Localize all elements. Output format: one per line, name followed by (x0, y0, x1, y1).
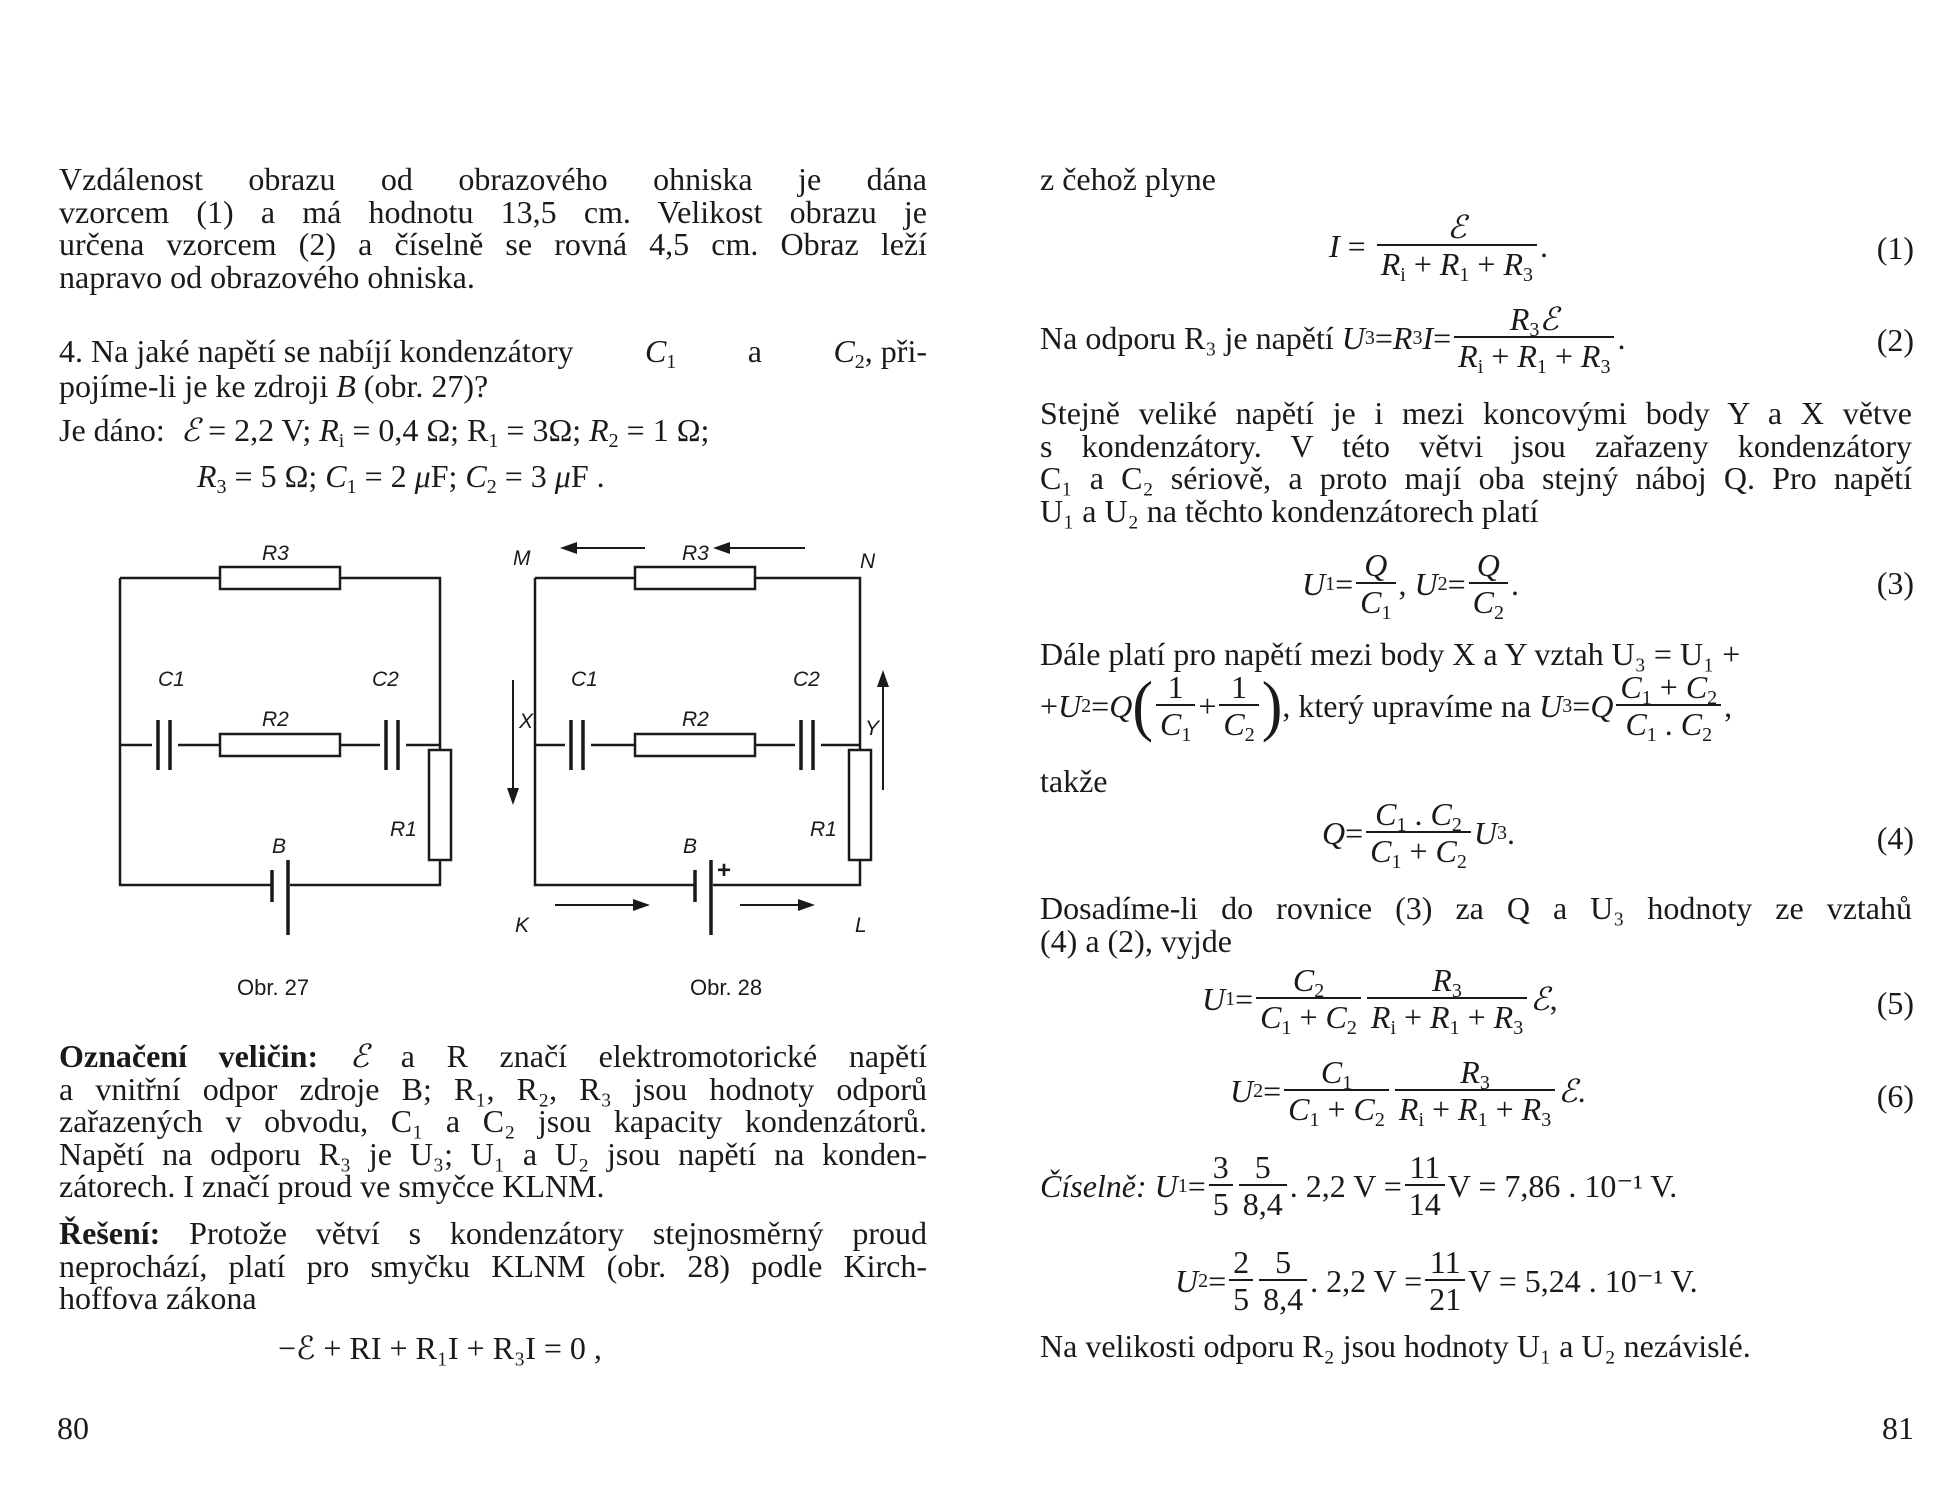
fig28-label-y: Y (865, 717, 880, 740)
equation-4-number: (4) (1876, 820, 1914, 856)
conclusion-text: Na velikosti odporu R₂ jsou hodnoty U₁ a U₂ nezávislé. (1040, 1328, 1751, 1364)
fig27-label-r3: R3 (262, 542, 289, 565)
fig28-label-m: M (513, 547, 531, 570)
fig28-label-r2: R2 (682, 708, 709, 731)
given-line-1: Je dáno: ℰ = 2,2 V; $R_i = 0,4$ Ω; $R_1 = 3\Omega$; $R_2 = 1$ Ω; (59, 412, 710, 452)
intro-paragraph (59, 163, 927, 293)
eq2-lead: Na odporu R₃ je napětí (1040, 319, 1334, 356)
notation-paragraph: Označení veličin: ℰ a R značí elektromotorické napětí a vnitřní odpor zdroje B; R₁, R₂, R₃ jsou hodnoty odporů zařazených v obvodu, C₁ a C₂ jsou kapacity kondenzátorů. Napětí na odporu R₃ je U₃; U₁ a U₂ jsou napětí na konden- zátorech. I značí proud ve smyčce KLNM. (59, 1038, 928, 1204)
loop-equation: −ℰ + RI + R₁I + R₃I = 0 , (278, 1330, 602, 1366)
solution-paragraph (59, 1217, 927, 1315)
problem-text-1: Na jaké napětí se nabíjí kondenzátory (91, 333, 574, 369)
notation-line-5: zátorech. I značí proud ve smyčce KLNM. (59, 1168, 605, 1204)
fig28-label-c2: C2 (793, 668, 820, 691)
equation-2: Na odporu R₃ je napětí U 3 = R 3 I = $\frac{R_3ℰ}{R_i + R_1 + R_3}$ . (1040, 301, 1626, 378)
fig28-label-k: K (515, 914, 530, 937)
problem-and: a (747, 333, 762, 369)
circuit-figure-28 (505, 530, 905, 950)
fig28-label-l: L (855, 914, 867, 937)
page-number-left: 80 (57, 1410, 89, 1446)
equation-3: U 1 = $\frac{Q}{C_1}$ , U 2 = $\frac{Q}{C_2}$ . (1302, 547, 1519, 624)
numeric-label: Číselně: (1040, 1167, 1147, 1204)
fig28-label-plus: + (717, 857, 732, 884)
fig27-caption: Obr. 27 (237, 975, 310, 1000)
notation-line-4: Napětí na odporu R₃ je U₃; U₁ a U₂ jsou napětí na konden- (59, 1135, 927, 1172)
solution-line-1: Protože větví s kondenzátory stejnosměrný proud (189, 1215, 928, 1251)
fig28-label-c1: C1 (571, 668, 598, 691)
problem-number: 4. (59, 333, 83, 369)
fig28-label-x: X (519, 710, 534, 733)
equation-1-number: (1) (1876, 230, 1914, 266)
given-line-2: $R_3 = 5$ Ω; $C_1 = 2$ μF; $C_2 = 3$ μF . (197, 458, 605, 498)
fig28-label-b: B (683, 835, 698, 858)
equation-2-number: (2) (1876, 322, 1914, 358)
solution-heading: Řešení: (59, 1215, 161, 1251)
fig28-label-r1: R1 (810, 818, 837, 841)
solution-line-3: hoffova zákona (59, 1280, 257, 1316)
from-which-text: z čehož plyne (1040, 161, 1216, 197)
notation-line-3: zařazených v obvodu, C₁ a C₂ jsou kapacity kondenzátorů. (59, 1103, 927, 1139)
intro-line-3: určena vzorcem (2) a číselně se rovná 4,5 cm. Obraz leží (59, 226, 927, 262)
intro-line-1: Vzdálenost obrazu od obrazového ohniska je dána (59, 161, 927, 197)
equation-5: U 1 = $\frac{C_2}{C_1 + C_2}$ $\frac{R_3}{R_i + R_1 + R_3}$ ℰ , (1202, 962, 1558, 1039)
fig27-label-c2: C2 (372, 668, 399, 691)
circuit-figure-27 (110, 530, 470, 950)
fig27-label-c1: C1 (158, 668, 185, 691)
equation-6-number: (6) (1876, 1078, 1914, 1114)
fig27-label-r2: R2 (262, 708, 289, 731)
page-number-right: 81 (1882, 1410, 1914, 1446)
intro-line-2: vzorcem (1) a má hodnotu 13,5 cm. Velikost obrazu je (59, 193, 927, 230)
equation-6: U 2 = $\frac{C_1}{C_1 + C_2}$ $\frac{R_3}{R_i + R_1 + R_3}$ ℰ . (1230, 1054, 1586, 1131)
problem-line-2: pojíme-li je ke zdroji B (obr. 27)? (59, 368, 489, 404)
equation-3-number: (3) (1876, 565, 1914, 601)
notation-line-2: a vnitřní odpor zdroje B; R₁, R₂, R₃ jsou hodnoty odporů (59, 1070, 927, 1107)
equation-5-number: (5) (1876, 985, 1914, 1021)
equation-4: Q = $\frac{C_1 . C_2}{C_1 + C_2}$ U 3 . (1322, 796, 1515, 873)
problem-text-2: , při- (864, 333, 927, 369)
given-label: Je dáno: (59, 412, 165, 448)
notation-line-1: a R značí elektromotorické napětí (400, 1038, 928, 1074)
fig28-label-n: N (860, 550, 876, 573)
numeric-u1: Číselně: U 1 = $\frac{3}{5}$ $\frac{5}{8,4}$ . 2,2 V = $\frac{11}{14}$ V = 7,86 . 10⁻¹ V. (1040, 1149, 1678, 1222)
paragraph-substitute: Dosadíme-li do rovnice (3) za Q a U₃ hodnoty ze vztahů (4) a (2), vyjde (1040, 890, 1912, 959)
equation-1: I = $\frac{\text{ℰ}}{R_i + R_1 + R_3}$ . (1329, 209, 1548, 286)
fig28-caption: Obr. 28 (690, 975, 763, 1000)
equation-q-sum: + U 2 = Q ( $\frac{1}{C_1}$ + $\frac{1}{C_2}$ ) , který upravíme na U 3 = Q $\frac{C_1 + C_2}{C_1 . C_2}$ , (1040, 668, 1733, 746)
paragraph-voltage-xy: Dále platí pro napětí mezi body X a Y vztah U₃ = U₁ + (1040, 636, 1741, 672)
fig27-label-b: B (272, 835, 287, 858)
notation-heading: Označení veličin: (59, 1038, 319, 1074)
numeric-u2: U 2 = $\frac{2}{5}$ $\frac{5}{8,4}$ . 2,2 V = $\frac{11}{21}$ V = 5,24 . 10⁻¹ V. (1175, 1244, 1698, 1317)
fig28-label-r3: R3 (682, 542, 709, 565)
right-page (977, 0, 1954, 1501)
takze-text: takže (1040, 763, 1108, 799)
intro-line-4: napravo od obrazového ohniska. (59, 258, 475, 295)
paragraph-series-capacitors: Stejně veliké napětí je i mezi koncovými body Y a X větve s kondenzátory. V této větvi jsou zařazeny kondenzátory C₁ a C₂ sériově, a proto mají oba stejný náboj Q. Pro napětí U₁ a U₂ na těchto kondenzátorech platí (1040, 395, 1912, 529)
problem-line-1: 4. Na jaké napětí se nabíjí kondenzátory $C_1$ a $C_2$, při- (59, 333, 927, 373)
fig27-label-r1: R1 (390, 818, 417, 841)
solution-line-2: neprochází, platí pro smyčku KLNM (obr. 28) podle Kirch- (59, 1247, 927, 1284)
